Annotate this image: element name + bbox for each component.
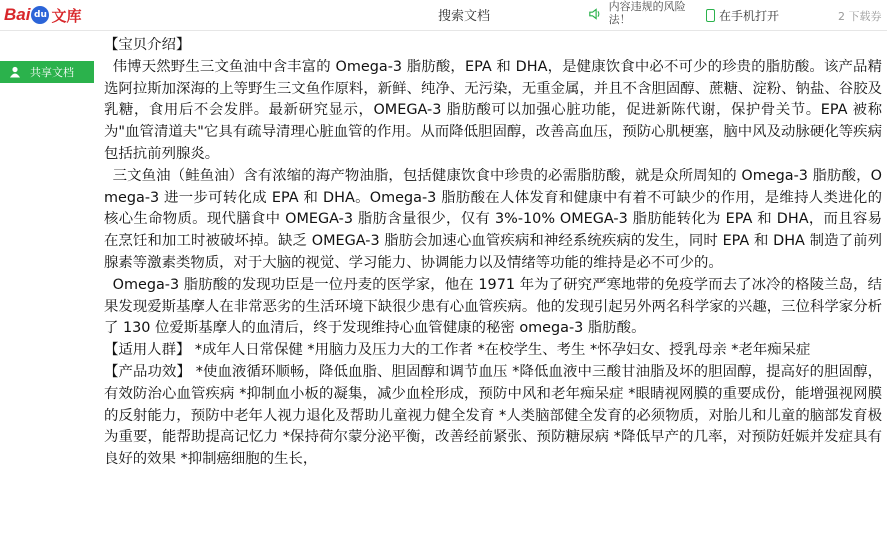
section-heading-product-intro: 【宝贝介绍】: [104, 37, 191, 53]
search-docs-button[interactable]: 搜索文档: [438, 9, 491, 24]
paw-icon: du: [31, 6, 49, 24]
download-coupon-count: 2 下载券: [838, 10, 882, 23]
paragraph-discovery: Omega-3 脂肪酸的发现功臣是一位丹麦的医学家，他在 1971 年为了研究严寒地带的免疫学而去了冰冷的格陵兰岛，结果发现爱斯基摩人在非常恶劣的生活环境下缺很少患有心血管疾病。他的发现引起另外两名科学家的兴趣，三位科学家分析了 130 位爱斯基摩人的血清后，终于发现维持心血管健康的秘密 omega-3 脂肪酸。: [104, 276, 882, 337]
baidu-wenku-logo[interactable]: [4, 3, 81, 27]
paragraph-intro: 伟博天然野生三文鱼油中含丰富的 Omega-3 脂肪酸，EPA 和 DHA，是健康饮食中必不可少的珍贵的脂肪酸。该产品精选阿拉斯加深海的上等野生三文鱼作原料，新鲜、纯净、无污染，无重金属，并且不含胆固醇、蔗糖、淀粉、钠盐、谷胶及乳糖，食用后不会发胖。最新研究显示，OMEGA-3 脂肪酸可以加强心脏功能，促进新陈代谢，保护骨关节。EPA 被称为"血管清道夫"它具有疏导清理心脏血管的作用。从而降低胆固醇，改善高血压，预防心肌梗塞，脑中风及动脉硬化等疾病包括抗前列腺炎。: [104, 58, 882, 162]
paragraph-salmon-oil: 三文鱼油（鲑鱼油）含有浓缩的海产物油脂，包括健康饮食中珍贵的必需脂肪酸，就是众所周知的 Omega-3 脂肪酸，Omega-3 进一步可转化成 EPA 和 DHA。Omega-3 脂肪酸在人体发育和健康中有着不可缺少的作用，是维持人类进化的核心生命物质。现代膳食中 OMEGA-3 脂肪含量很少，仅有 3%-10% OMEGA-3 脂肪能转化为 EPA 和 DHA，而且容易在烹饪和加工时被破坏掉。缺乏 OMEGA-3 脂肪会加速心血管疾病和神经系统疾病的发生，同时 EPA 和 DHA 制造了前列腺素等激素类物质，对于大脑的视觉、学习能力、协调能力以及情绪等功能的维持是必不可少的。: [104, 167, 882, 271]
shared-document-label: 共享文档: [30, 66, 74, 79]
notice-text: 内容违规的风险法！: [608, 0, 686, 26]
open-on-mobile-label: 在手机打开: [719, 9, 780, 23]
paragraph-target-users: 【适用人群】 *成年人日常保健 *用脑力及压力大的工作者 *在校学生、考生 *怀孕妇女、授乳母亲 *老年痴呆症: [104, 342, 811, 359]
open-on-mobile-button[interactable]: [706, 7, 779, 24]
document-body: [104, 35, 882, 471]
speaker-icon: [588, 7, 601, 21]
logo-bai-text: Bai: [4, 5, 31, 24]
top-bar: [0, 0, 887, 31]
paragraph-product-effects: 【产品功效】 *使血液循环顺畅，降低血脂、胆固醇和调节血压 *降低血液中三酸甘油脂及坏的胆固醇，提高好的胆固醇，有效防治心血管疾病 *抑制血小板的凝集，减少血栓形成，预防中风和老年痴呆症 *眼睛视网膜的重要成份，能增强视网膜的反射能力，预防中老年人视力退化及帮助儿童视力健全发育 *人类脑部健全发育的必须物质，对胎儿和儿童的脑部发育极为重要，能帮助提高记忆力 *保持荷尔蒙分泌平衡，改善经前紧张、预防糖尿病 *降低早产的几率，对预防妊娠并发症具有良好的效果 *抑制癌细胞的生长，: [104, 363, 882, 468]
phone-icon: [706, 9, 715, 22]
shared-document-badge[interactable]: [0, 61, 94, 83]
notice-banner: [588, 0, 698, 30]
user-icon: [9, 66, 21, 78]
logo-wenku-text: 文库: [51, 6, 82, 25]
